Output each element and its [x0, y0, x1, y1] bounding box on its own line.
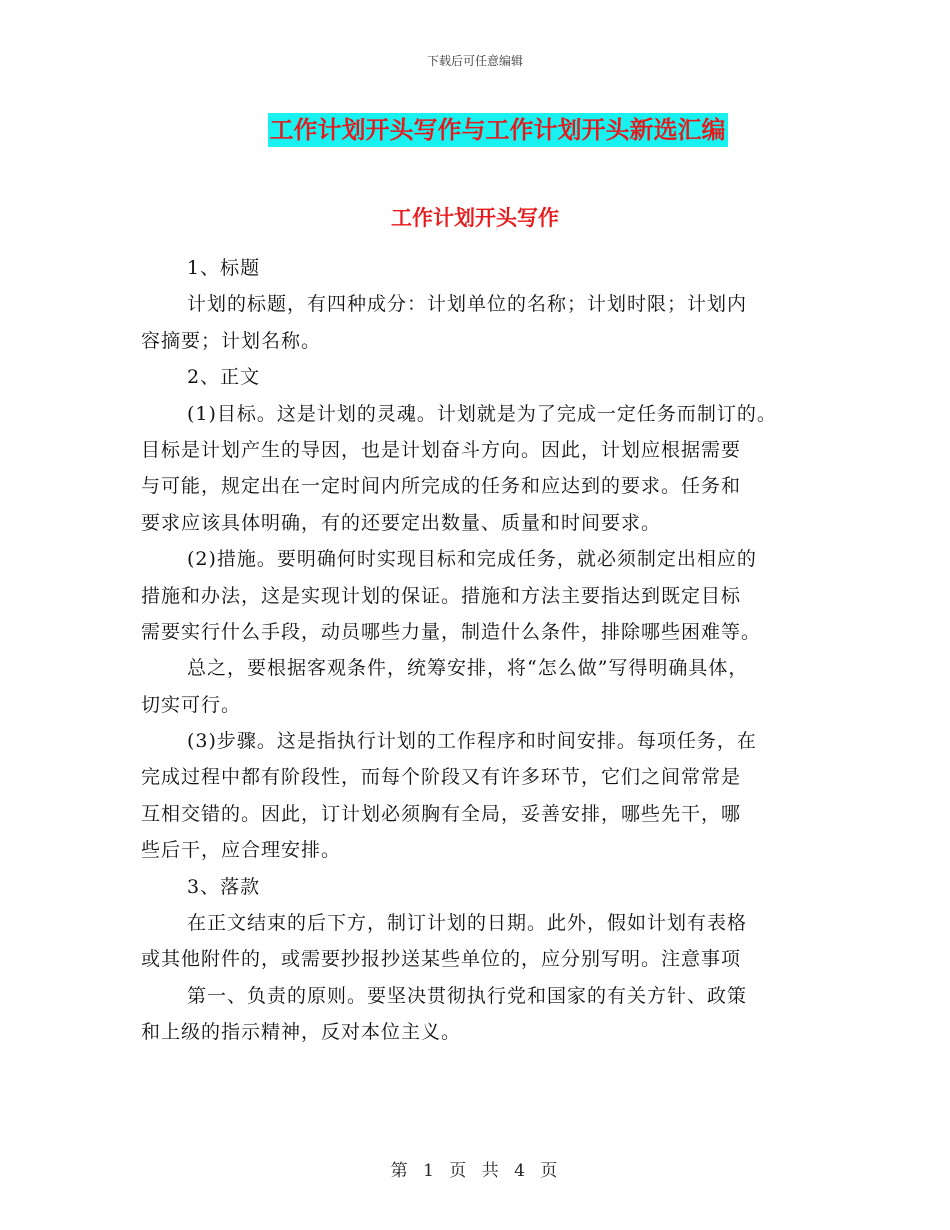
- body-line: 完成过程中都有阶段性，而每个阶段又有许多环节，它们之间常常是: [141, 766, 742, 789]
- body-line: 与可能，规定出在一定时间内所完成的任务和应达到的要求。任务和: [141, 475, 742, 498]
- body-line: (1)目标。这是计划的灵魂。计划就是为了完成一定任务而制订的。: [187, 402, 777, 425]
- body-line: 些后干，应合理安排。: [141, 839, 342, 862]
- body-line: 切实可行。: [141, 693, 242, 716]
- body-line: 第一、负责的原则。要坚决贯彻执行党和国家的有关方针、政策: [187, 984, 748, 1007]
- body-line: 和上级的指示精神，反对本位主义。: [141, 1021, 462, 1044]
- body-line: 3、落款: [187, 875, 261, 898]
- body-line: (3)步骤。这是指执行计划的工作程序和时间安排。每项任务，在: [187, 730, 757, 753]
- body-line: 1、标题: [187, 257, 261, 279]
- body-line: 互相交错的。因此，订计划必须胸有全局，妥善安排，哪些先干，哪: [141, 802, 742, 825]
- body-line: 措施和办法，这是实现计划的保证。措施和方法主要指达到既定目标: [141, 584, 742, 607]
- body-line: 目标是计划产生的导因，也是计划奋斗方向。因此，计划应根据需要: [141, 438, 742, 461]
- section-title: 工作计划开头写作: [391, 206, 559, 230]
- body-line: 容摘要；计划名称。: [141, 329, 322, 352]
- body-line: 计划的标题，有四种成分：计划单位的名称；计划时限；计划内: [187, 293, 748, 316]
- body-line: 在正文结束的后下方，制订计划的日期。此外，假如计划有表格: [187, 912, 748, 935]
- document-body: [141, 250, 821, 1051]
- header-note: 下载后可任意编辑: [426, 54, 523, 68]
- body-line: 要求应该具体明确，有的还要定出数量、质量和时间要求。: [141, 511, 662, 534]
- body-line: 需要实行什么手段，动员哪些力量，制造什么条件，排除哪些困难等。: [141, 620, 762, 643]
- body-line: 总之，要根据客观条件，统筹安排，将“怎么做”写得明确具体，: [187, 657, 749, 680]
- main-title-container: [0, 113, 950, 147]
- body-line: (2)措施。要明确何时实现目标和完成任务，就必须制定出相应的: [187, 548, 757, 571]
- main-title: 工作计划开头写作与工作计划开头新选汇编: [268, 113, 728, 147]
- body-line: 或其他附件的，或需要抄报抄送某些单位的，应分别写明。注意事项: [141, 948, 742, 971]
- page-footer: 第 1 页 共 4 页: [390, 1161, 560, 1181]
- body-line: 2、正文: [187, 366, 261, 389]
